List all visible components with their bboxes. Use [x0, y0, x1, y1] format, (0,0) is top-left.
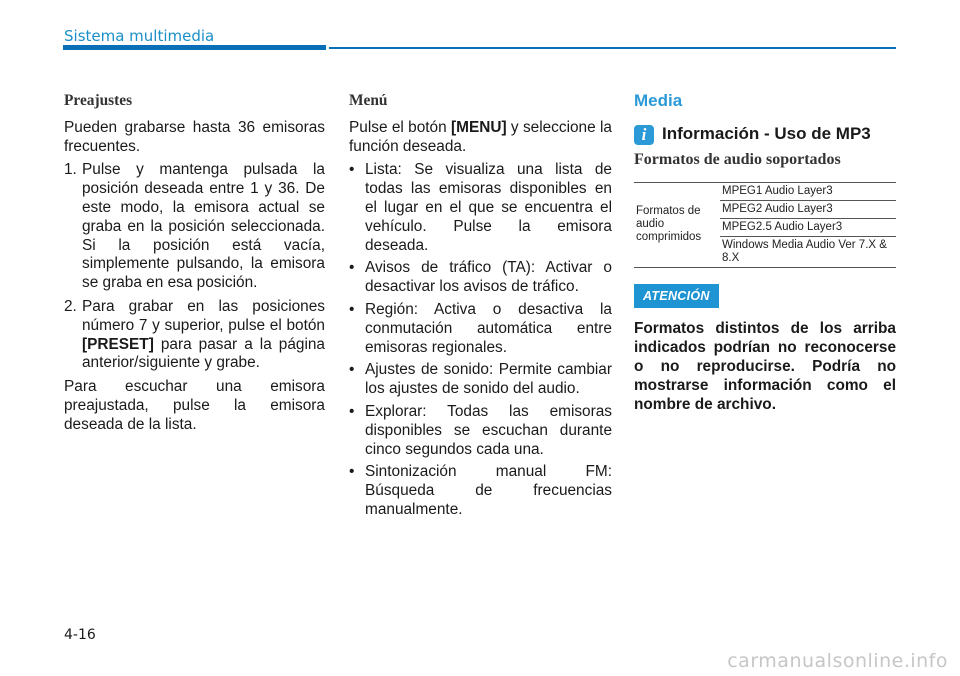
step-text-post: para pasar a la página anterior/siguiente y grabe. — [82, 335, 325, 372]
bullet-text: Explorar: Todas las emisoras disponibles se escuchan durante cinco segundos cada una. — [365, 402, 612, 458]
list-item — [349, 361, 612, 399]
bullet-text: Ajustes de sonido: Permite cambiar los ajustes de sonido del audio. — [365, 361, 612, 398]
info-row — [634, 125, 896, 145]
table-row-header: Formatos de audio comprimidos — [634, 182, 720, 267]
formats-subheading: Formatos de audio soportados — [634, 150, 841, 168]
caution-text: Formatos distintos de los arriba indicados podrían no reconocerse o no reproducirse. Podría no mostrarse información como el nombre de archivo. — [634, 320, 896, 413]
list-item — [349, 161, 612, 255]
bullet-text: Sintonización manual FM: Búsqueda de frecuencias manualmente. — [365, 463, 612, 518]
caution-badge: ATENCIÓN — [634, 284, 719, 309]
step-number: 1. — [64, 161, 77, 179]
table-cell: Windows Media Audio Ver 7.X & 8.X — [720, 236, 896, 267]
step-number: 2. — [64, 297, 77, 315]
bullet-text: Avisos de tráfico (TA): Activar o desactivar los avisos de tráfico. — [365, 259, 612, 296]
table-cell: MPEG1 Audio Layer3 — [720, 182, 896, 200]
list-item — [349, 301, 612, 357]
info-title: Información - Uso de MP3 — [662, 124, 871, 144]
menu-heading: Menú — [349, 92, 388, 109]
presets-outro: Para escuchar una emisora preajustada, pulse la emisora deseada de la lista. — [64, 378, 325, 433]
step-item — [64, 298, 325, 373]
menu-intro-pre: Pulse el botón — [349, 118, 451, 136]
bullet-icon: • — [349, 300, 355, 318]
bullet-icon: • — [349, 402, 355, 420]
menu-intro — [349, 119, 612, 157]
menu-intro-post: y seleccione la función deseada. — [349, 118, 612, 155]
column-presets — [64, 92, 325, 440]
preset-button-label: [PRESET] — [82, 335, 154, 353]
step-text-pre: Para grabar en las posiciones número 7 y superior, pulse el botón — [82, 297, 325, 334]
bullet-text: Lista: Se visualiza una lista de todas las emisoras disponibles en el lugar en el que se encuentra el vehículo. Pulse la emisora deseada. — [365, 161, 612, 254]
table-cell: MPEG2.5 Audio Layer3 — [720, 218, 896, 236]
bullet-icon: • — [349, 463, 355, 481]
column-media — [634, 92, 896, 414]
table-row — [634, 182, 896, 200]
media-heading: Media — [634, 91, 683, 110]
page-number: 4-16 — [64, 627, 96, 643]
info-icon: i — [634, 125, 654, 145]
bullet-icon: • — [349, 161, 355, 179]
step-text: Pulse y mantenga pulsada la posición deseada entre 1 y 36. De este modo, la emisora actual se graba en la posición seleccionada. Si la posición está vacía, simplemente pulsando, la emisora se graba en esa posición. — [82, 161, 325, 292]
menu-button-label: [MENU] — [451, 118, 507, 136]
formats-table — [634, 182, 896, 268]
presets-heading: Preajustes — [64, 92, 133, 109]
table-cell: MPEG2 Audio Layer3 — [720, 200, 896, 218]
step-item — [64, 161, 325, 293]
list-item — [349, 463, 612, 519]
list-item — [349, 403, 612, 459]
bullet-text: Región: Activa o desactiva la conmutación automática entre emisoras regionales. — [365, 300, 612, 356]
column-menu — [349, 92, 612, 524]
step-text — [82, 298, 325, 373]
bullet-icon: • — [349, 361, 355, 379]
watermark: carmanualsonline.info — [727, 650, 948, 672]
header-bar-thick — [63, 45, 326, 50]
bullet-icon: • — [349, 259, 355, 277]
presets-intro: Pueden grabarse hasta 36 emisoras frecuentes. — [64, 118, 325, 155]
list-item — [349, 259, 612, 297]
header-bar-thin — [329, 47, 896, 49]
section-title: Sistema multimedia — [64, 27, 215, 45]
